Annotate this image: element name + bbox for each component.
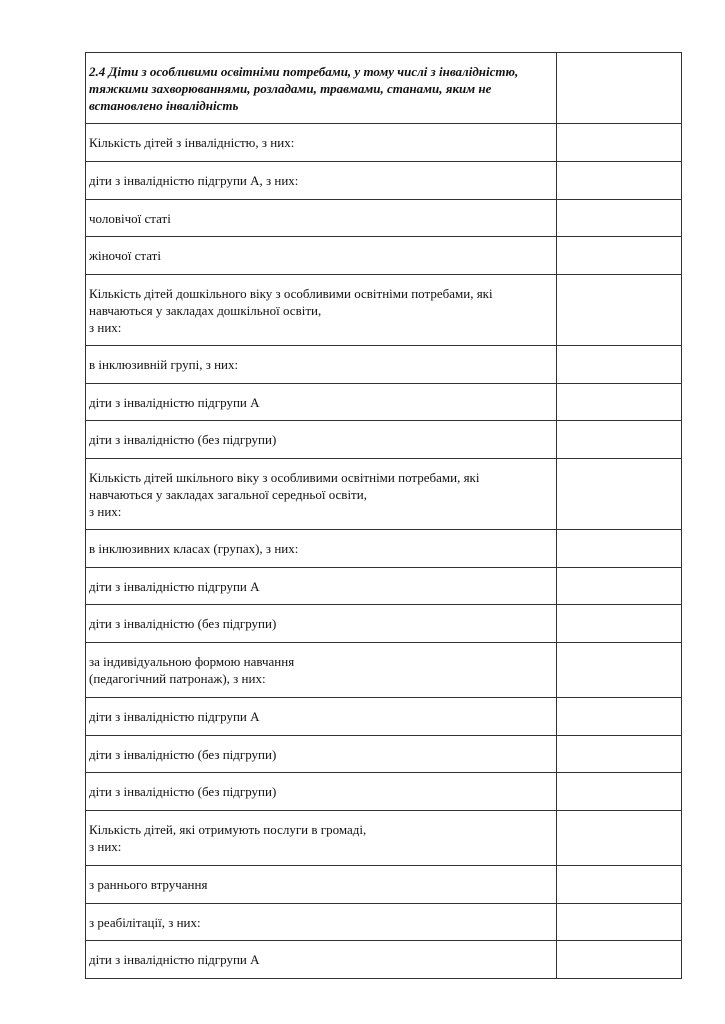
value-cell[interactable] [557,459,682,530]
table-row [86,811,682,866]
value-cell[interactable] [557,643,682,698]
row-label: в інклюзивних класах (групах), з них: [86,530,557,568]
table-row [86,643,682,698]
value-cell[interactable] [557,200,682,237]
value-cell[interactable] [557,384,682,421]
row-label: за індивідуальною формою навчання (педагогічний патронаж), з них: [86,643,557,698]
row-label: діти з інвалідністю підгрупи А [86,568,557,605]
value-cell[interactable] [557,530,682,568]
table-row [86,275,682,346]
table-row [86,421,682,459]
row-label: діти з інвалідністю підгрупи А [86,384,557,421]
row-label: з раннього втручання [86,866,557,904]
row-label: в інклюзивній групі, з них: [86,346,557,384]
value-cell[interactable] [557,162,682,200]
table-row [86,605,682,643]
row-label: Кількість дітей шкільного віку з особливими освітніми потребами, які навчаються у закладах загальної середньої освіти, з них: [86,459,557,530]
row-label: з реабілітації, з них: [86,904,557,941]
table-row [86,904,682,941]
table-row [86,736,682,773]
statistics-table [85,52,682,979]
value-cell[interactable] [557,53,682,124]
table-row [86,698,682,736]
table-row [86,384,682,421]
table-row [86,568,682,605]
value-cell[interactable] [557,237,682,275]
table-row [86,530,682,568]
value-cell[interactable] [557,421,682,459]
value-cell[interactable] [557,904,682,941]
table-row [86,124,682,162]
row-label: Кількість дітей, які отримують послуги в громаді, з них: [86,811,557,866]
section-heading: 2.4 Діти з особливими освітніми потребами, у тому числі з інвалідністю, тяжкими захворюваннями, розладами, травмами, станами, яким не встановлено інвалідність [86,53,557,124]
value-cell[interactable] [557,698,682,736]
row-label: діти з інвалідністю (без підгрупи) [86,773,557,811]
value-cell[interactable] [557,275,682,346]
row-label: діти з інвалідністю (без підгрупи) [86,736,557,773]
value-cell[interactable] [557,773,682,811]
row-label: діти з інвалідністю (без підгрупи) [86,605,557,643]
value-cell[interactable] [557,866,682,904]
row-label: чоловічої статі [86,200,557,237]
value-cell[interactable] [557,811,682,866]
row-label: діти з інвалідністю підгрупи А [86,941,557,979]
table-row [86,200,682,237]
value-cell[interactable] [557,605,682,643]
value-cell[interactable] [557,568,682,605]
table-row [86,53,682,124]
row-label: діти з інвалідністю підгрупи А, з них: [86,162,557,200]
value-cell[interactable] [557,124,682,162]
table-row [86,941,682,979]
value-cell[interactable] [557,736,682,773]
table-row [86,346,682,384]
row-label: діти з інвалідністю підгрупи А [86,698,557,736]
table-row [86,237,682,275]
table-row [86,459,682,530]
table-row [86,162,682,200]
table-row [86,773,682,811]
value-cell[interactable] [557,941,682,979]
value-cell[interactable] [557,346,682,384]
row-label: Кількість дітей з інвалідністю, з них: [86,124,557,162]
table-row [86,866,682,904]
row-label: діти з інвалідністю (без підгрупи) [86,421,557,459]
row-label: жіночої статі [86,237,557,275]
row-label: Кількість дітей дошкільного віку з особливими освітніми потребами, які навчаються у закладах дошкільної освіти, з них: [86,275,557,346]
